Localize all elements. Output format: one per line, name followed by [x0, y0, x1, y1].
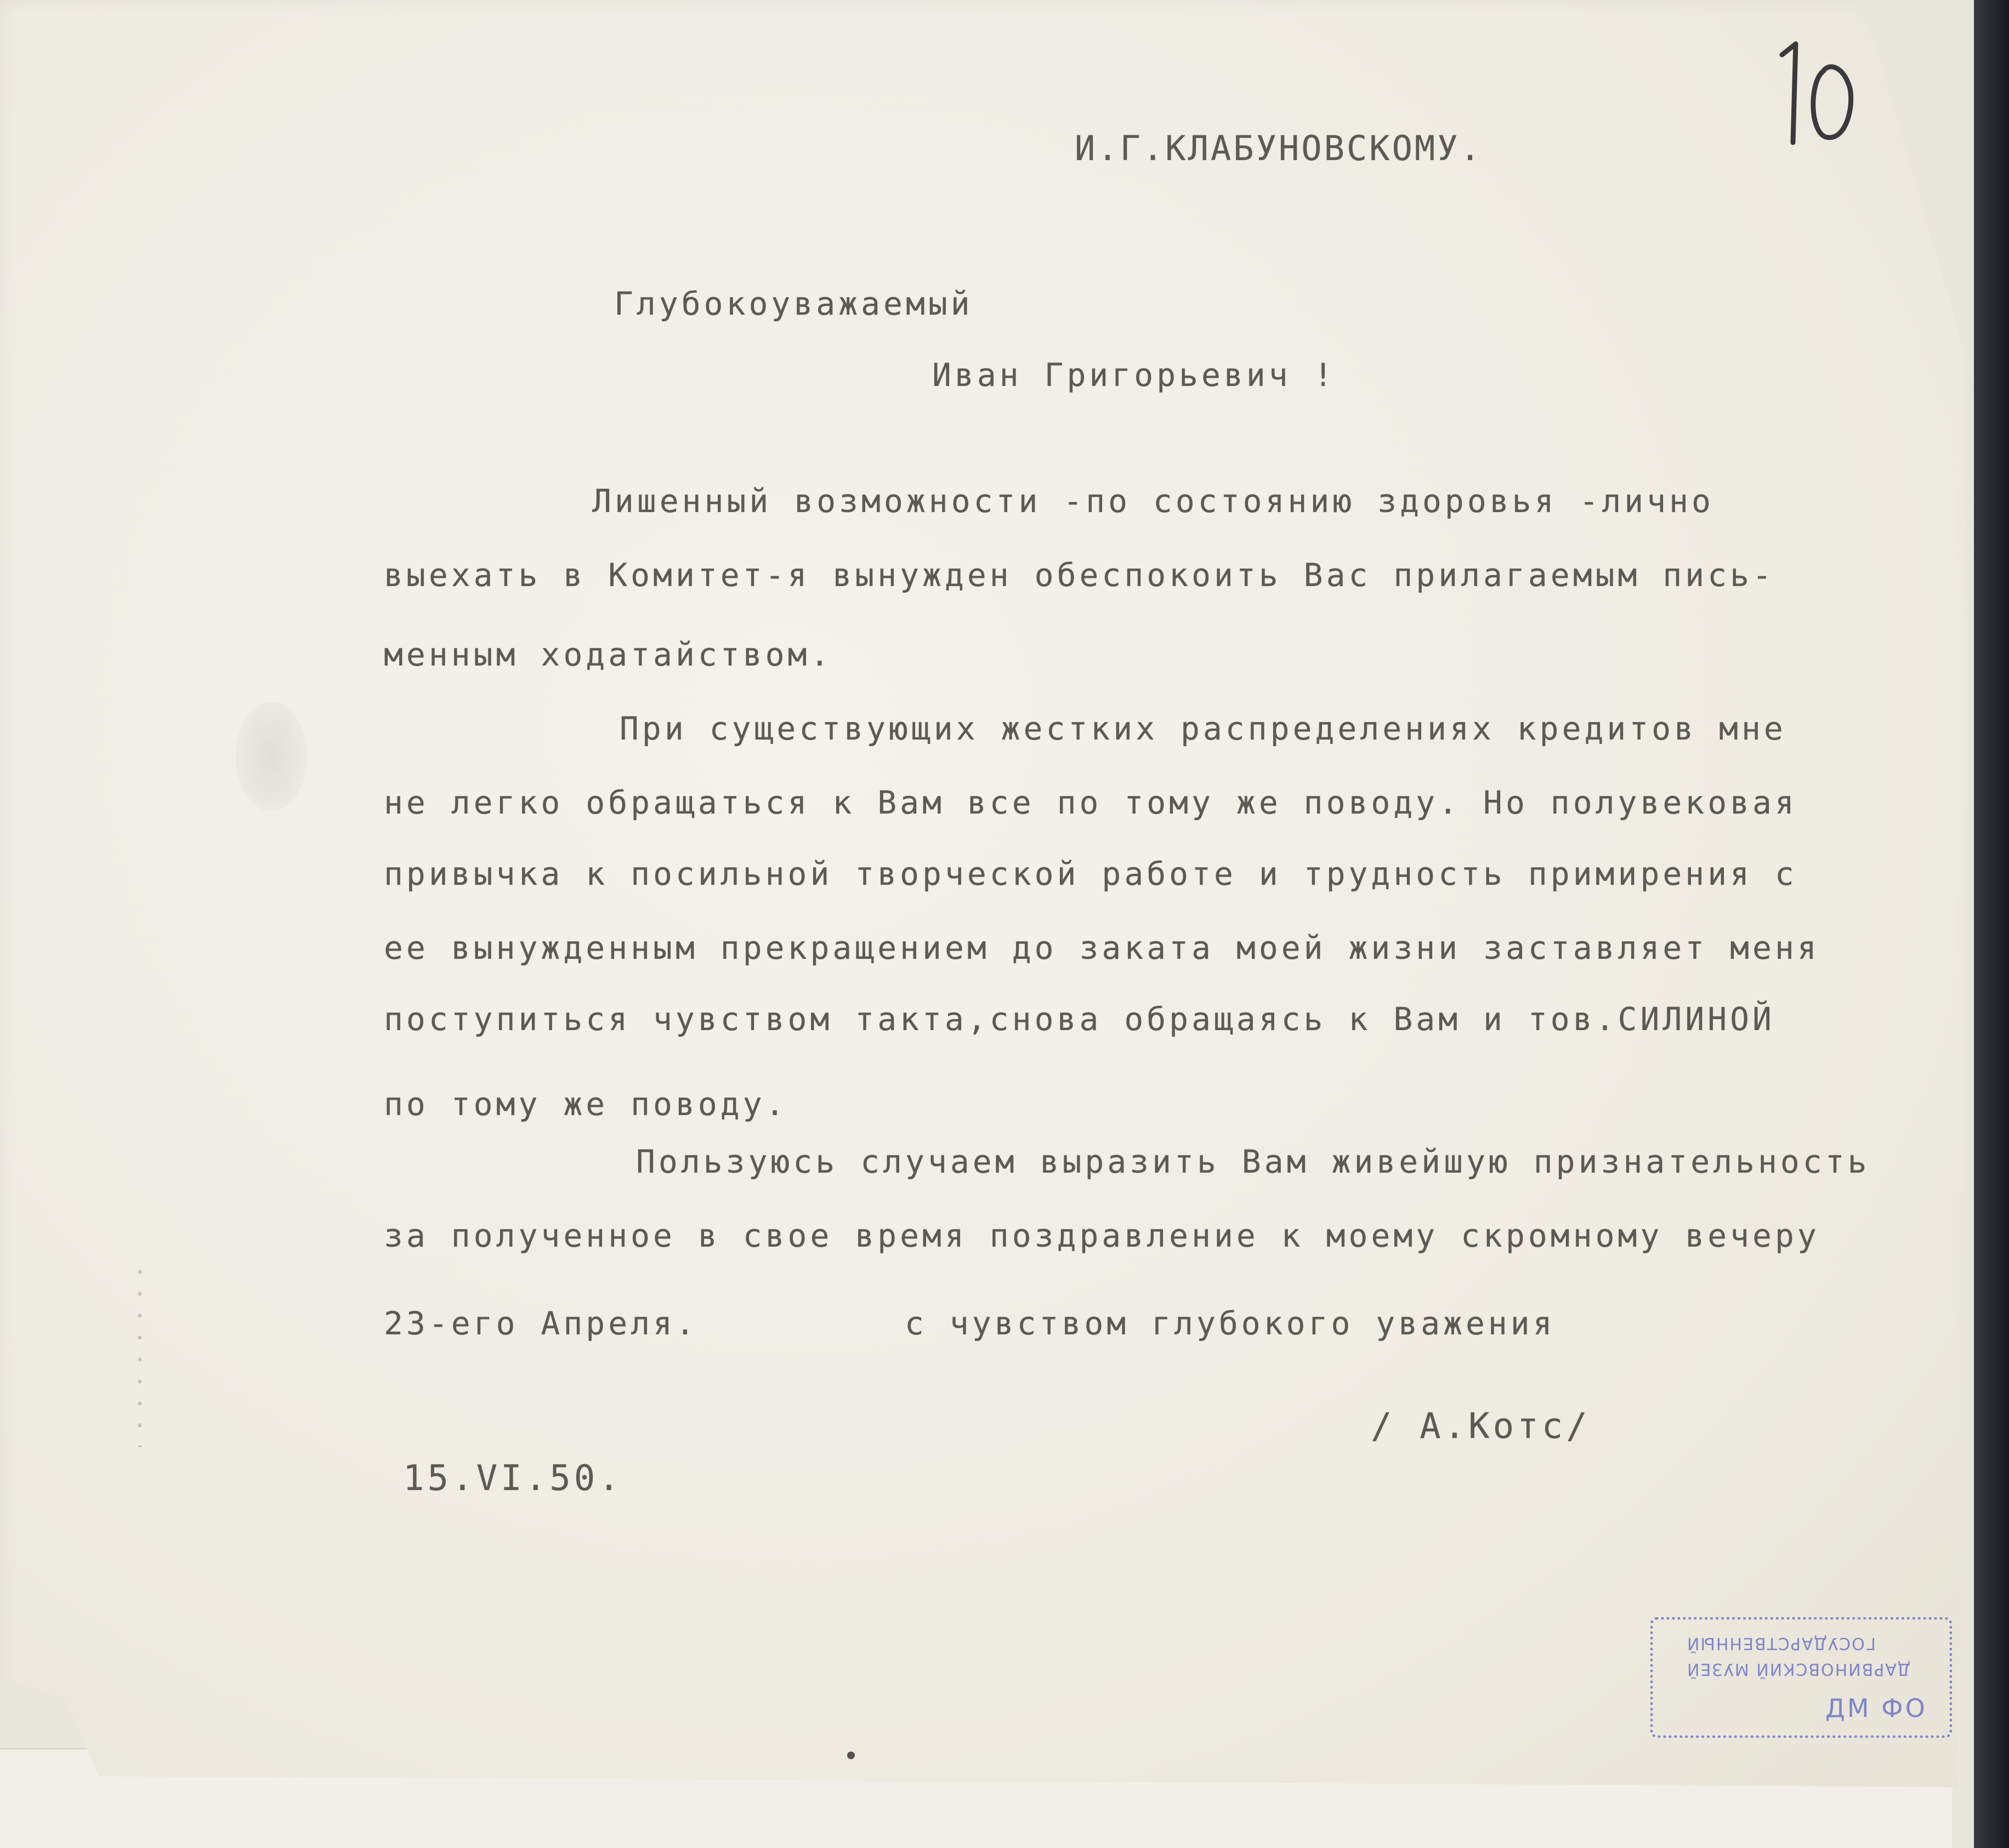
body-line: по тому же поводу.: [384, 1085, 788, 1123]
letter-date: 15.VI.50.: [403, 1458, 623, 1499]
archive-stamp: [1650, 1617, 1952, 1738]
body-line: привычка к посильной творческой работе и трудность примирения с: [384, 855, 1797, 892]
ink-dot: [847, 1752, 855, 1759]
background-edge: [1971, 0, 2009, 1848]
pin-holes: [132, 1261, 148, 1447]
body-line: Лишенный возможности -по состоянию здоровья -лично: [592, 482, 1714, 520]
body-line: ее вынужденным прекращением до заката моей жизни заставляет меня: [384, 929, 1820, 966]
salutation-line-1: Глубокоуважаемый: [614, 285, 973, 322]
stamp-code: ДМ ФО: [1825, 1693, 1927, 1723]
body-line: не легко обращаться к Вам все по тому же поводу. Но полувековая: [384, 784, 1797, 821]
body-line: за полученное в свое время поздравление к моему скромному вечеру: [384, 1217, 1820, 1254]
body-line: поступиться чувством такта,снова обращаясь к Вам и тов.СИЛИНОЙ: [384, 1000, 1775, 1038]
stamp-line: ГОСУДАРСТВЕННЫЙ: [1686, 1634, 1876, 1653]
body-line: При существующих жестких распределениях кредитов мне: [620, 710, 1786, 747]
addressee: И.Г.КЛАБУНОВСКОМУ.: [1075, 128, 1483, 168]
body-line: 23-его Апреля.: [384, 1305, 698, 1342]
salutation-line-2: Иван Григорьевич !: [932, 356, 1336, 394]
body-line: менным ходатайством.: [384, 636, 833, 673]
stamp-line: ДАРВИНОВСКИЙ МУЗЕЙ: [1686, 1659, 1911, 1679]
folio-number-handwritten: [1771, 33, 1864, 148]
closing-phrase: с чувством глубокого уважения: [905, 1305, 1556, 1342]
body-line: выехать в Комитет-я вынужден обеспокоить Вас прилагаемым пись-: [384, 556, 1775, 594]
body-line: Пользуюсь случаем выразить Вам живейшую признательность: [636, 1143, 1870, 1180]
paper-smudge: [236, 702, 307, 811]
signature: / А.Котс/: [1371, 1406, 1591, 1447]
